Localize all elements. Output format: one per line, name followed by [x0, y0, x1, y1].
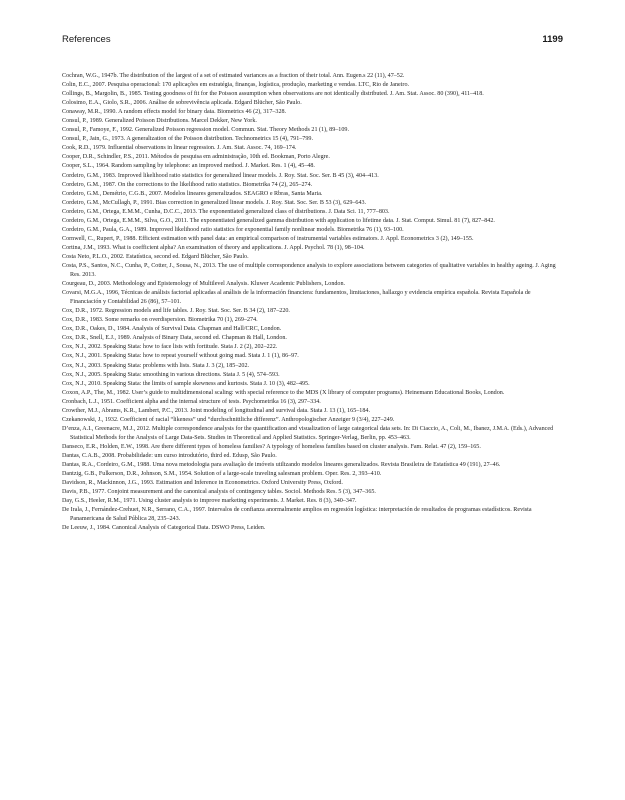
reference-entry: Courgeau, D., 2003. Methodology and Epistemology of Multilevel Analysis. Kluwer Academic Publishers, London. — [62, 281, 346, 288]
reference-entry: Cox, N.J., 2003. Speaking Stata: problems with lists. Stata J. 3 (2), 185–202. — [62, 362, 250, 369]
reference-entry: Colosimo, E.A., Giolo, S.R., 2006. Análise de sobrevivência aplicada. Edgard Blücher, São Paulo. — [62, 100, 302, 107]
reference-entry: Cordeiro, G.M., Ortega, E.M.M., Silva, G.O., 2011. The exponentiated generalized gamma distribution with application to lifetime data. J. Stat. Comput. Simul. 81 (7), 827–842. — [62, 217, 495, 224]
reference-entry: Cronbach, L.J., 1951. Coefficient alpha and the internal structure of tests. Psychometrika 16 (3), 297–334. — [62, 398, 321, 405]
reference-entry: Consul, P., 1989. Generalized Poisson Distributions. Marcel Dekker, New York. — [62, 118, 257, 125]
reference-entry: Cooper, D.R., Schindler, P.S., 2011. Métodos de pesquisa em administração, 10th ed. Bookman, Porto Alegre. — [62, 154, 330, 161]
reference-entry: Cornwell, C., Rupert, P., 1988. Efficient estimation with panel data: an empirical comparison of instrumental variables estimators. J. Appl. Econometrics 3 (2), 149–155. — [62, 235, 474, 242]
reference-entry: Cordeiro, G.M., Paula, G.A., 1989. Improved likelihood ratio statistics for exponential family nonlinear models. Biometrika 76 (1), 93–100. — [62, 226, 404, 233]
reference-entry: Cortina, J.M., 1993. What is coefficient alpha? An examination of theory and applications. J. Appl. Psychol. 78 (1), 98–104. — [62, 244, 365, 251]
reference-entry: Coxon, A.P., The, M., 1982. User’s guide to multidimensional scaling: with special reference to the MDS (X library of computer programs). Heinemann Educational Books, London. — [62, 389, 505, 396]
reference-entry: Cordeiro, G.M., Demétrio, C.G.B., 2007. Modelos lineares generalizados. SEAGRO e Rbras, Santa Maria. — [62, 190, 323, 197]
reference-entry: Crowther, M.J., Abrams, K.R., Lambert, P.C., 2013. Joint modeling of longitudinal and survival data. Stata J. 13 (1), 165–184. — [62, 407, 370, 414]
reference-entry: Cordeiro, G.M., 1983. Improved likelihood ratio statistics for generalized linear models. J. Roy. Stat. Soc. Ser. B 45 (3), 404–413. — [62, 172, 379, 179]
reference-entry: Davis, P.B., 1977. Conjoint measurement and the canonical analysis of contingency tables. Sociol. Methods Res. 5 (3), 347–365. — [62, 489, 376, 496]
reference-entry: Covarsi, M.G.A., 1996, Técnicas de análisis factorial aplicadas al análisis de la información financiera: fundamentos, limitaciones, hallazgo y evidencia empírica española. Revista Española de Financiación y Contabilidad 26 (86), 57–101. — [62, 290, 531, 306]
reference-entry: Cordeiro, G.M., 1987. On the corrections to the likelihood ratio statistics. Biometrika 74 (2), 265–274. — [62, 181, 313, 188]
reference-entry: Czekanowski, J., 1932. Coefficient of racial “likeness” und “durchschnittliche differenz”. Anthropologischer Anzeiger 9 (3/4), 227–249. — [62, 416, 395, 423]
reference-entry: Dantas, C.A.B., 2008. Probabilidade: um curso introdutório, third ed. Edusp, São Paulo. — [62, 452, 277, 459]
reference-entry: Cox, N.J., 2002. Speaking Stata: how to face lists with fortitude. Stata J. 2 (2), 202–222. — [62, 344, 278, 351]
reference-list — [62, 72, 563, 533]
reference-entry: Cox, D.R., Snell, E.J., 1989. Analysis of Binary Data, second ed. Chapman & Hall, London. — [62, 335, 287, 342]
reference-entry: D’enza, A.I., Greenacre, M.J., 2012. Multiple correspondence analysis for the quantification and visualization of large categorical data sets. In: Di Ciaccio, A., Coli, M., Ibanez, J.M.A. (Eds.), Advanced Statistical Methods for the Analysis of Large Data-Sets. Studies in Theoretical and Applied Statistics. Springer-Verlag, Berlin, pp. 453–463. — [62, 425, 554, 441]
reference-entry: Consul, P., Famoye, F., 1992. Generalized Poisson regression model. Commun. Stat. Theory Methods 21 (1), 89–109. — [62, 127, 349, 134]
reference-entry: Cox, N.J., 2010. Speaking Stata: the limits of sample skewness and kurtosis. Stata J. 10 (3), 482–495. — [62, 380, 310, 387]
reference-entry: Cox, N.J., 2005. Speaking Stata: smoothing in various directions. Stata J. 5 (4), 574–593. — [62, 371, 280, 378]
reference-entry: Dantzig, G.B., Fulkerson, D.R., Johnson, S.M., 1954. Solution of a large-scale traveling salesman problem. Oper. Res. 2, 393–410. — [62, 471, 382, 478]
reference-entry: Cochran, W.G., 1947b. The distribution of the largest of a set of estimated variances as a fraction of their total. Ann. Eugen.s 22 (11), 47–52. — [62, 73, 405, 79]
reference-entry: Cox, N.J., 2001. Speaking Stata: how to repeat yourself without going mad. Stata J. 1 (1), 86–97. — [62, 353, 299, 360]
reference-entry: Cooper, S.L., 1964. Random sampling by telephone: an improved method. J. Market. Res. 1 (4), 45–48. — [62, 163, 315, 170]
reference-entry: Davidson, R., Mackinnon, J.G., 1993. Estimation and Inference in Econometrics. Oxford University Press, Oxford. — [62, 480, 343, 487]
reference-entry: Dantas, R.A., Cordeiro, G.M., 1988. Uma nova metodologia para avaliação de imóveis utilizando modelos lineares generalizados. Revista Brasileira de Estatística 49 (191), 27–46. — [62, 462, 501, 469]
reference-entry: Costa Neto, P.L.O., 2002. Estatística, second ed. Edgard Blücher, São Paulo. — [62, 253, 249, 260]
reference-entry: Day, G.S., Heeler, R.M., 1971. Using cluster analysis to improve marketing experiments. J. Market. Res. 8 (3), 340–347. — [62, 498, 357, 505]
reference-entry: Cox, D.R., 1972. Regression models and life tables. J. Roy. Stat. Soc. Ser. B 34 (2), 187–220. — [62, 308, 290, 315]
reference-entry: Costa, P.S., Santos, N.C., Cunha, P., Cotter, J., Sousa, N., 2013. The use of multiple correspondence analysis to explore associations between categories of qualitative variables in healthy ageing. J. Aging Res. 2013. — [62, 262, 556, 279]
reference-entry: De Irala, J., Fernández-Crehuet, N.R., Serrano, C.A., 1997. Intervalos de confianza anormalmente amplios en regresión logística: interpretación de resultados de programas estadísticos. Revista Panamericana de Salud Pública 28, 235–243. — [62, 507, 532, 523]
reference-entry: Cox, D.R., 1983. Some remarks on overdispersion. Biometrika 70 (1), 269–274. — [62, 317, 258, 324]
page-number: 1199 — [542, 34, 563, 45]
reference-entry: Consul, P., Jain, G., 1973. A generalization of the Poisson distribution. Technometrics 15 (4), 791–799. — [62, 136, 313, 143]
reference-entry: Cordeiro, G.M., McCullagh, P., 1991. Bias correction in generalized linear models. J. Roy. Stat. Soc. Ser. B 53 (3), 629–643. — [62, 199, 367, 206]
running-title: References — [62, 34, 111, 45]
reference-entry: Cook, R.D., 1979. Influential observations in linear regression. J. Am. Stat. Assoc. 74, 169–174. — [62, 145, 297, 152]
reference-entry: Colin, E.C., 2007. Pesquisa operacional: 170 aplicações em estratégia, finanças, logística, produção, marketing e vendas. LTC, Rio de Janeiro. — [62, 82, 410, 89]
page-header — [62, 34, 563, 48]
reference-entry: Danseco, E.R., Holden, E.W., 1998. Are there different types of homeless families? A typology of homeless families based on cluster analysis. Fam. Relat. 47 (2), 159–165. — [62, 443, 481, 450]
reference-entry: Cordeiro, G.M., Ortega, E.M.M., Cunha, D.C.C., 2013. The exponentiated generalized class of distributions. J. Data Sci. 11, 777–803. — [62, 208, 390, 215]
reference-entry: Cox, D.R., Oakes, D., 1984. Analysis of Survival Data. Chapman and Hall/CRC, London. — [62, 326, 282, 333]
reference-entry: Collings, B., Margolin, B., 1985. Testing goodness of fit for the Poisson assumption when observations are not identically distributed. J. Am. Stat. Assoc. 80 (390), 411–418. — [62, 91, 484, 98]
reference-entry: De Leeuw, J., 1984. Canonical Analysis of Categorical Data. DSWO Press, Leiden. — [62, 525, 266, 532]
reference-entry: Conaway, M.R., 1990. A random effects model for binary data. Biometrics 46 (2), 317–328. — [62, 109, 287, 116]
